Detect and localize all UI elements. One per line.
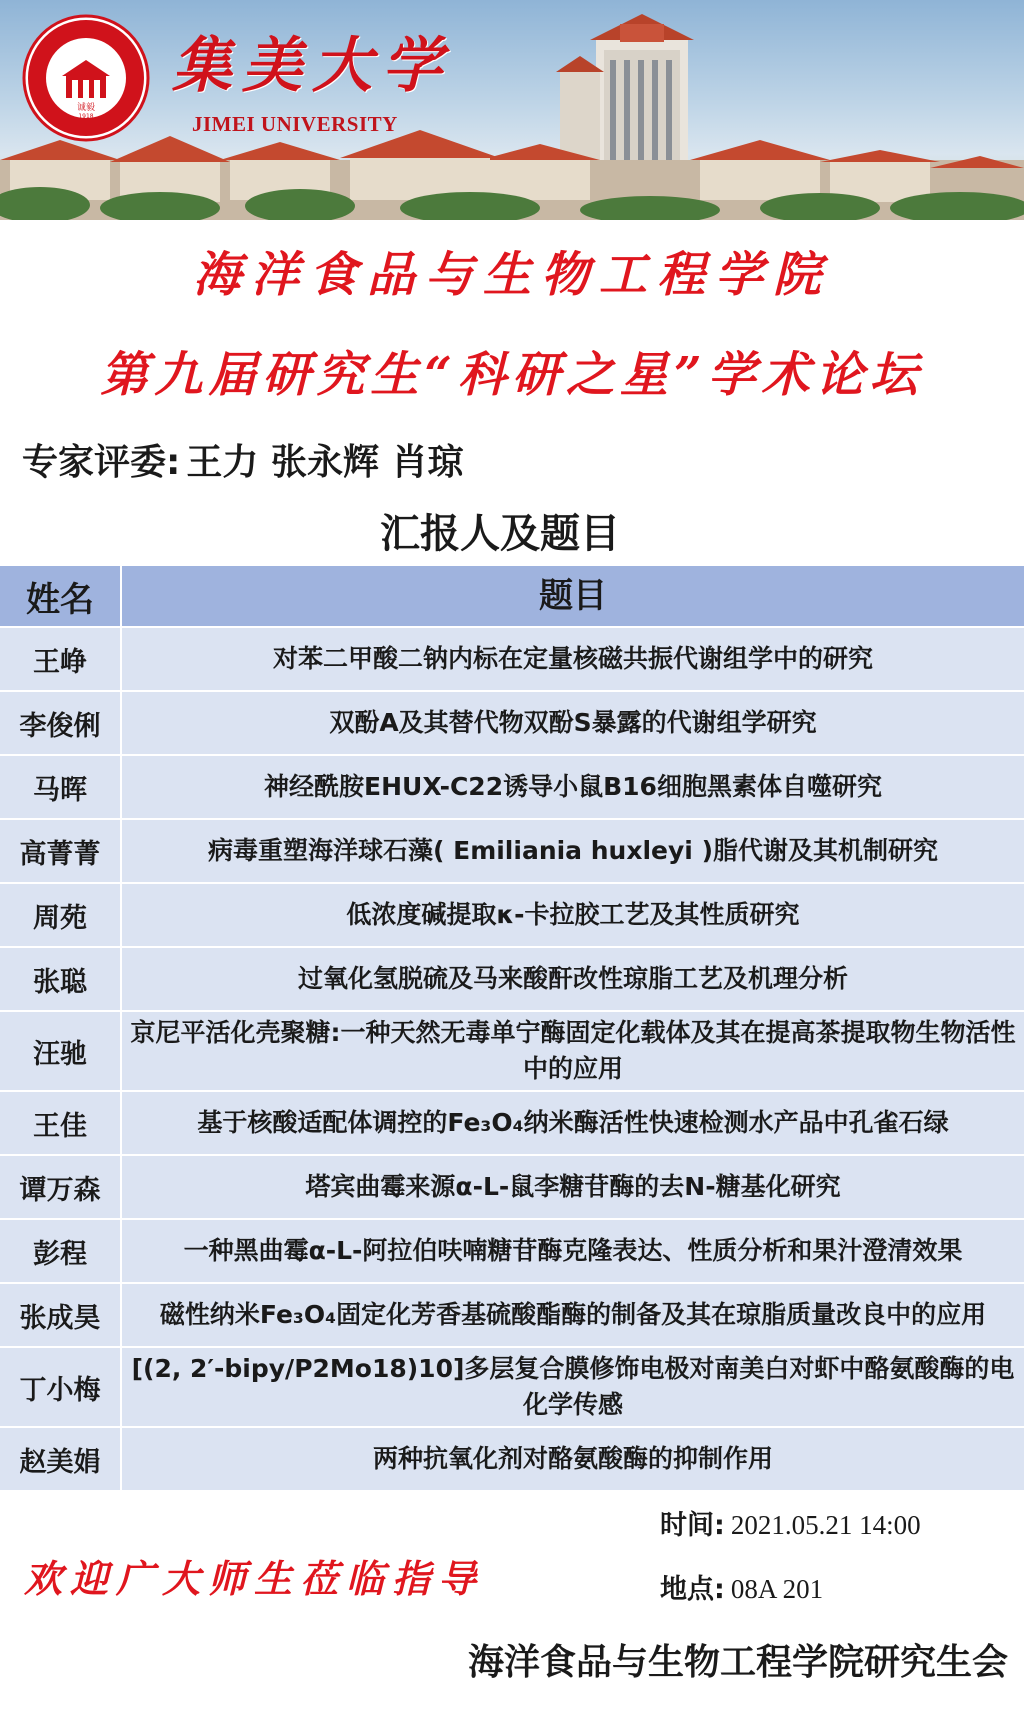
university-seal-icon xyxy=(22,14,150,142)
table-row xyxy=(0,1428,1024,1492)
presenter-name: 彭程 xyxy=(0,1220,122,1282)
place-label: 地点: xyxy=(660,1574,725,1605)
table-row xyxy=(0,692,1024,756)
presentation-topic: 一种黑曲霉α-L-阿拉伯呋喃糖苷酶克隆表达、性质分析和果汁澄清效果 xyxy=(183,1236,963,1265)
time-label: 时间: xyxy=(660,1510,725,1541)
presenter-name: 马晖 xyxy=(0,756,122,818)
organizer: 海洋食品与生物工程学院研究生会 xyxy=(467,1642,1008,1683)
table-row xyxy=(0,820,1024,884)
judges-label: 专家评委: xyxy=(22,442,181,483)
table-row xyxy=(0,1012,1024,1092)
presenter-name: 李俊俐 xyxy=(0,692,122,754)
presenter-name: 张成昊 xyxy=(0,1284,122,1346)
judges-line xyxy=(22,434,463,485)
university-name-cn: 集美大学 xyxy=(172,31,452,101)
table-row xyxy=(0,1284,1024,1348)
header-topic: 题目 xyxy=(539,576,607,616)
judges-names: 王力 张永辉 肖琼 xyxy=(186,442,464,483)
event-time xyxy=(660,1503,921,1542)
header-banner xyxy=(0,0,1024,220)
presentation-topic: 对苯二甲酸二钠内标在定量核磁共振代谢组学中的研究 xyxy=(272,644,873,673)
event-place xyxy=(660,1567,823,1606)
table-row xyxy=(0,628,1024,692)
presenter-name: 张聪 xyxy=(0,948,122,1010)
presentation-topic: 基于核酸适配体调控的Fe₃O₄纳米酶活性快速检测水产品中孔雀石绿 xyxy=(197,1108,949,1137)
time-value: 2021.05.21 14:00 xyxy=(730,1510,921,1540)
presenter-name: 丁小梅 xyxy=(0,1348,122,1426)
presenter-table xyxy=(0,566,1024,1492)
presenter-name: 王峥 xyxy=(0,628,122,690)
presentation-topic: 塔宾曲霉来源α-L-鼠李糖苷酶的去N-糖基化研究 xyxy=(305,1172,841,1201)
header-name: 姓名 xyxy=(0,566,122,626)
presentation-topic: 双酚A及其替代物双酚S暴露的代谢组学研究 xyxy=(329,708,817,737)
table-row xyxy=(0,1092,1024,1156)
presentation-topic: 神经酰胺EHUX-C22诱导小鼠B16细胞黑素体自噬研究 xyxy=(264,772,882,801)
campus-photo xyxy=(0,0,1024,220)
presentation-topic: 病毒重塑海洋球石藻( Emiliania huxleyi )脂代谢及其机制研究 xyxy=(207,836,939,865)
table-row xyxy=(0,948,1024,1012)
university-name-en: JIMEI UNIVERSITY xyxy=(192,112,398,136)
presentation-topic: 低浓度碱提取κ-卡拉胶工艺及其性质研究 xyxy=(346,900,800,929)
table-row xyxy=(0,756,1024,820)
presenter-name: 汪驰 xyxy=(0,1012,122,1090)
table-row xyxy=(0,1220,1024,1284)
presenter-name: 赵美娟 xyxy=(0,1428,122,1490)
place-value: 08A 201 xyxy=(730,1574,824,1604)
welcome-slogan: 欢迎广大师生莅临指导 xyxy=(24,1556,485,1601)
presenter-name: 高菁菁 xyxy=(0,820,122,882)
svg-text:诚毅: 诚毅 xyxy=(76,103,96,113)
presentation-topic: 京尼平活化壳聚糖:一种天然无毒单宁酶固定化载体及其在提高茶提取物生物活性中的应用 xyxy=(130,1018,1016,1083)
forum-title: 第九届研究生“科研之星”学术论坛 xyxy=(100,347,924,403)
presentation-topic: 两种抗氧化剂对酪氨酸酶的抑制作用 xyxy=(372,1444,773,1473)
table-row xyxy=(0,1348,1024,1428)
presentation-topic: 磁性纳米Fe₃O₄固定化芳香基硫酸酯酶的制备及其在琼脂质量改良中的应用 xyxy=(159,1300,987,1329)
section-title: 汇报人及题目 xyxy=(380,511,620,557)
college-title: 海洋食品与生物工程学院 xyxy=(192,247,831,303)
presenter-name: 王佳 xyxy=(0,1092,122,1154)
presentation-topic: [(2, 2′-bipy/P2Mo18)10]多层复合膜修饰电极对南美白对虾中酪氨酸酶的电化学传感 xyxy=(131,1354,1015,1419)
table-row xyxy=(0,884,1024,948)
table-header-row xyxy=(0,566,1024,628)
presentation-topic: 过氧化氢脱硫及马来酸酐改性琼脂工艺及机理分析 xyxy=(297,964,848,993)
svg-text:1918: 1918 xyxy=(78,113,94,120)
presenter-name: 谭万森 xyxy=(0,1156,122,1218)
table-row xyxy=(0,1156,1024,1220)
presenter-name: 周苑 xyxy=(0,884,122,946)
